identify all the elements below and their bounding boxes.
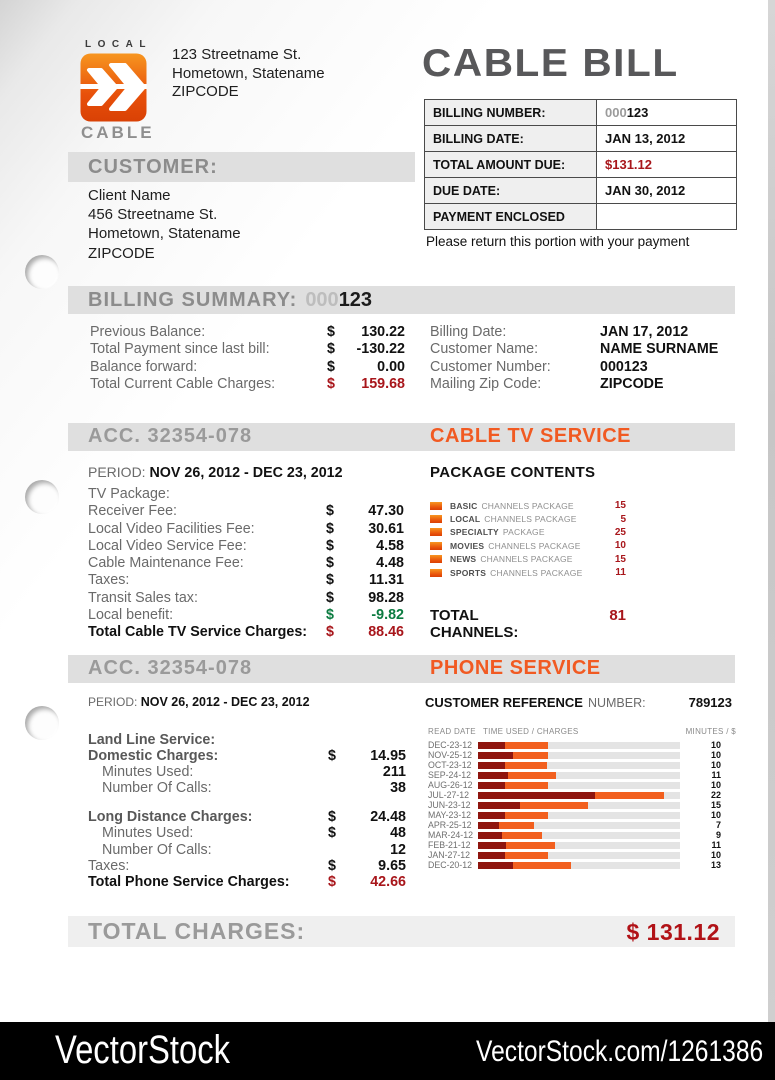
fee-amount: 30.61 bbox=[368, 520, 404, 537]
fee-label: Domestic Charges: bbox=[88, 748, 219, 765]
chart-bar-track bbox=[478, 802, 680, 809]
chart-bar-charges bbox=[505, 742, 547, 749]
logo-top-text: LOCAL bbox=[85, 39, 152, 50]
chart-bar-time-used bbox=[478, 812, 505, 819]
paper-edge bbox=[768, 0, 775, 1022]
chart-bar-charges bbox=[508, 772, 556, 779]
chart-row-date: JUL-27-12 bbox=[428, 790, 470, 800]
fee-amount: -9.82 bbox=[371, 607, 404, 624]
package-swatch-icon bbox=[430, 542, 442, 550]
package-channel-count: 11 bbox=[615, 567, 626, 579]
package-swatch-icon bbox=[430, 528, 442, 536]
chart-row bbox=[428, 860, 736, 870]
chart-bar-track bbox=[478, 742, 680, 749]
period-label: PERIOD: bbox=[88, 464, 146, 480]
fee-label: TV Package: bbox=[88, 486, 170, 502]
chart-row-minutes: 9 bbox=[715, 830, 721, 840]
summary-number: 123 bbox=[338, 288, 373, 311]
chart-row bbox=[428, 810, 736, 820]
fee-row bbox=[88, 825, 406, 841]
chart-bar-track bbox=[478, 862, 680, 869]
customer-reference-row bbox=[425, 695, 732, 710]
detail-label: Customer Name: bbox=[430, 341, 539, 358]
chart-row bbox=[428, 770, 736, 780]
watermark-brand: VectorStock bbox=[55, 1028, 231, 1072]
fee-amount: 4.58 bbox=[376, 537, 404, 554]
detail-label: Customer Number: bbox=[430, 358, 551, 375]
cable-tv-period bbox=[88, 464, 343, 481]
address-line: ZIPCODE bbox=[172, 83, 239, 100]
value-main: JAN 30, 2012 bbox=[605, 183, 686, 198]
chart-bar-track bbox=[478, 842, 680, 849]
table-row bbox=[425, 204, 736, 229]
reference-label-bold: CUSTOMER REFERENCE bbox=[425, 695, 583, 710]
package-channel-count: 25 bbox=[614, 526, 626, 538]
chart-row-minutes: 10 bbox=[710, 850, 721, 860]
chart-row-minutes: 11 bbox=[711, 770, 721, 780]
hole-punch bbox=[25, 255, 59, 289]
table-row bbox=[425, 152, 736, 178]
currency-sign: $ bbox=[328, 809, 336, 826]
detail-label: Mailing Zip Code: bbox=[430, 375, 542, 392]
table-row bbox=[425, 126, 736, 152]
chart-bar-charges bbox=[502, 832, 542, 839]
currency-sign: $ bbox=[327, 324, 335, 340]
package-description: CHANNELS PACKAGE bbox=[480, 554, 573, 565]
fee-label: Receiver Fee: bbox=[88, 503, 177, 520]
page-title: CABLE BILL bbox=[422, 42, 679, 85]
currency-sign: $ bbox=[327, 358, 335, 375]
company-logo bbox=[80, 39, 155, 143]
currency-sign: $ bbox=[328, 748, 336, 765]
chart-row bbox=[428, 740, 736, 750]
currency-sign: $ bbox=[326, 520, 334, 537]
summary-number-prefix: 000 bbox=[305, 288, 339, 311]
fee-label: Taxes: bbox=[88, 572, 130, 589]
phone-period bbox=[88, 695, 310, 709]
phone-section-header bbox=[68, 655, 735, 683]
reference-number: 789123 bbox=[688, 695, 732, 710]
package-item bbox=[430, 539, 626, 552]
customer-address bbox=[88, 186, 241, 263]
package-swatch-icon bbox=[430, 515, 442, 523]
detail-value: JAN 17, 2012 bbox=[600, 324, 689, 340]
fee-row bbox=[88, 503, 404, 520]
fee-row bbox=[88, 842, 406, 858]
chart-bar-time-used bbox=[478, 822, 499, 829]
chart-row bbox=[428, 850, 736, 860]
chart-bar-charges bbox=[513, 862, 570, 869]
phone-account: ACC. 32354-078 bbox=[88, 657, 253, 679]
table-row-label: DUE DATE: bbox=[425, 178, 597, 203]
cable-tv-account: ACC. 32354-078 bbox=[88, 425, 253, 447]
package-channel-count: 15 bbox=[614, 500, 626, 512]
table-row-label: BILLING NUMBER: bbox=[425, 100, 597, 125]
chart-bar-charges bbox=[505, 762, 546, 769]
summary-detail-row bbox=[430, 359, 730, 376]
table-row-value bbox=[597, 126, 736, 151]
chart-bar-track bbox=[478, 762, 680, 769]
summary-row bbox=[90, 376, 405, 393]
chart-row-date: SEP-24-12 bbox=[428, 770, 472, 780]
fee-label: Total Phone Service Charges: bbox=[88, 873, 290, 890]
currency-sign: $ bbox=[326, 589, 334, 606]
address-line: 123 Streetname St. bbox=[172, 46, 302, 63]
package-description: PACKAGE bbox=[502, 527, 545, 538]
fee-amount: 42.66 bbox=[370, 873, 406, 890]
fee-row bbox=[88, 732, 406, 748]
chart-row-date: MAY-23-12 bbox=[428, 810, 472, 820]
chart-bar-track bbox=[478, 822, 680, 829]
cable-tv-charges bbox=[88, 486, 404, 642]
fee-label: Local benefit: bbox=[88, 607, 174, 624]
package-description: CHANNELS PACKAGE bbox=[488, 540, 581, 551]
fee-amount: 88.46 bbox=[368, 624, 404, 641]
package-channel-count: 15 bbox=[614, 553, 626, 565]
chart-header bbox=[428, 727, 736, 736]
chart-bar-time-used bbox=[478, 792, 595, 799]
fee-amount: 12 bbox=[390, 841, 406, 858]
total-charges-label: TOTAL CHARGES: bbox=[88, 918, 306, 944]
summary-row-amount: 159.68 bbox=[361, 375, 405, 392]
chart-row bbox=[428, 830, 736, 840]
logo-bottom-text: CABLE bbox=[81, 123, 155, 142]
summary-detail-row bbox=[430, 376, 730, 393]
fee-label: Minutes Used: bbox=[102, 764, 194, 781]
package-channel-count: 5 bbox=[620, 513, 626, 525]
total-channels-row bbox=[430, 607, 626, 641]
table-row-label: TOTAL AMOUNT DUE: bbox=[425, 152, 597, 177]
summary-row-amount: 0.00 bbox=[377, 358, 405, 375]
hole-punch bbox=[25, 480, 59, 514]
fee-row bbox=[88, 780, 406, 796]
currency-sign: $ bbox=[326, 572, 334, 589]
fee-label: Total Cable TV Service Charges: bbox=[88, 624, 308, 641]
chart-row bbox=[428, 800, 736, 810]
summary-row-label: Total Payment since last bill: bbox=[90, 341, 270, 358]
package-item bbox=[430, 512, 626, 525]
chart-bar-charges bbox=[513, 752, 547, 759]
chart-row-minutes: 10 bbox=[710, 740, 721, 750]
currency-sign: $ bbox=[326, 555, 334, 572]
package-contents-heading: PACKAGE CONTENTS bbox=[430, 464, 596, 481]
package-description: CHANNELS PACKAGE bbox=[484, 514, 577, 525]
fee-label: Land Line Service: bbox=[88, 732, 216, 748]
package-item bbox=[430, 499, 626, 512]
chart-row-date: NOV-25-12 bbox=[428, 750, 473, 760]
table-row-value bbox=[597, 178, 736, 203]
chart-row-minutes: 15 bbox=[710, 800, 721, 810]
currency-sign: $ bbox=[326, 607, 334, 624]
chart-bar-charges bbox=[505, 782, 548, 789]
summary-row bbox=[90, 324, 405, 341]
chart-row bbox=[428, 790, 736, 800]
chart-bar-track bbox=[478, 832, 680, 839]
value-main: $131.12 bbox=[605, 157, 652, 172]
chart-bar-track bbox=[478, 772, 680, 779]
fee-label: Transit Sales tax: bbox=[88, 589, 198, 606]
package-description: CHANNELS PACKAGE bbox=[490, 567, 583, 578]
chart-row-date: AUG-26-12 bbox=[428, 780, 473, 790]
value-prefix: 000 bbox=[605, 105, 627, 120]
chart-row-minutes: 22 bbox=[710, 790, 721, 800]
customer-address-line: ZIPCODE bbox=[88, 244, 155, 262]
fee-row bbox=[88, 521, 404, 538]
table-row bbox=[425, 100, 736, 126]
fee-row bbox=[88, 748, 406, 764]
detail-value: NAME SURNAME bbox=[600, 341, 719, 358]
chart-bar-track bbox=[478, 752, 680, 759]
fee-row bbox=[88, 858, 406, 874]
chart-bar-time-used bbox=[478, 782, 505, 789]
chart-bar-charges bbox=[505, 812, 548, 819]
fee-row bbox=[88, 624, 404, 641]
chart-row-date: JUN-23-12 bbox=[428, 800, 471, 810]
billing-summary-header bbox=[68, 286, 735, 314]
currency-sign: $ bbox=[326, 537, 334, 554]
chart-row-minutes: 13 bbox=[710, 860, 721, 870]
chart-header-time-used: TIME USED / CHARGES bbox=[483, 727, 579, 736]
chart-bar-charges bbox=[520, 802, 588, 809]
chart-bar-time-used bbox=[478, 852, 505, 859]
chart-bar-time-used bbox=[478, 802, 520, 809]
customer-section-header bbox=[68, 152, 415, 182]
total-charges-value: $ 131.12 bbox=[626, 919, 720, 945]
table-row-label: PAYMENT ENCLOSED bbox=[425, 204, 597, 229]
company-address bbox=[172, 46, 325, 102]
package-name: MOVIES bbox=[450, 540, 485, 551]
table-row-label: BILLING DATE: bbox=[425, 126, 597, 151]
chart-row-minutes: 10 bbox=[710, 760, 721, 770]
fee-row bbox=[88, 874, 406, 890]
fee-label: Long Distance Charges: bbox=[88, 809, 253, 826]
chart-row-minutes: 10 bbox=[710, 780, 721, 790]
fee-amount: 14.95 bbox=[370, 748, 406, 765]
chart-row-date: JAN-27-12 bbox=[428, 850, 471, 860]
fee-row bbox=[88, 555, 404, 572]
summary-row bbox=[90, 341, 405, 358]
customer-address-line: 456 Streetname St. bbox=[88, 206, 218, 224]
chart-row-date: APR-25-12 bbox=[428, 820, 472, 830]
table-row-value bbox=[597, 204, 736, 229]
fee-row bbox=[88, 486, 404, 503]
value-main: JAN 13, 2012 bbox=[605, 131, 686, 146]
chart-row bbox=[428, 750, 736, 760]
period-label: PERIOD: bbox=[88, 695, 138, 709]
chart-bar-track bbox=[478, 792, 680, 799]
watermark-bar bbox=[0, 1022, 775, 1080]
period-value: NOV 26, 2012 - DEC 23, 2012 bbox=[149, 465, 343, 481]
summary-amounts bbox=[90, 324, 405, 393]
fee-label: Local Video Service Fee: bbox=[88, 537, 247, 554]
currency-sign: $ bbox=[327, 341, 335, 358]
summary-detail-row bbox=[430, 324, 730, 341]
package-name: BASIC bbox=[450, 500, 478, 511]
chart-row-minutes: 7 bbox=[715, 820, 721, 830]
summary-detail-row bbox=[430, 341, 730, 358]
chart-row-minutes: 11 bbox=[711, 840, 721, 850]
cable-tv-service-title: CABLE TV SERVICE bbox=[430, 425, 631, 447]
package-name: NEWS bbox=[450, 554, 477, 565]
reference-label: NUMBER: bbox=[587, 696, 646, 710]
chart-row bbox=[428, 820, 736, 830]
chart-row-date: OCT-23-12 bbox=[428, 760, 472, 770]
currency-sign: $ bbox=[327, 375, 335, 392]
package-item bbox=[430, 553, 626, 566]
summary-row-amount: -130.22 bbox=[356, 341, 405, 358]
package-item bbox=[430, 566, 626, 579]
fee-amount: 4.48 bbox=[376, 555, 404, 572]
package-contents-list bbox=[430, 499, 626, 579]
chart-bar-time-used bbox=[478, 752, 513, 759]
chart-row-date: DEC-20-12 bbox=[428, 860, 473, 870]
summary-row-label: Previous Balance: bbox=[90, 324, 206, 340]
fee-row bbox=[88, 764, 406, 780]
fee-row bbox=[88, 809, 406, 825]
chart-bar-time-used bbox=[478, 862, 513, 869]
detail-value: 000123 bbox=[600, 358, 648, 375]
watermark-url: VectorStock.com/1261386 bbox=[475, 1035, 763, 1068]
hole-punch bbox=[25, 706, 59, 740]
summary-row-label: Total Current Cable Charges: bbox=[90, 375, 276, 392]
billing-info-table bbox=[424, 99, 737, 230]
currency-sign: $ bbox=[328, 825, 336, 842]
table-row bbox=[425, 178, 736, 204]
package-name: SPECIALTY bbox=[450, 527, 499, 538]
summary-row-label: Balance forward: bbox=[90, 358, 198, 375]
total-channels-value: 81 bbox=[609, 607, 626, 624]
chart-row bbox=[428, 840, 736, 850]
fee-label: Number Of Calls: bbox=[102, 780, 212, 797]
fee-amount: 211 bbox=[382, 764, 406, 781]
chart-row bbox=[428, 780, 736, 790]
detail-label: Billing Date: bbox=[430, 324, 507, 340]
fee-amount: 48 bbox=[390, 825, 406, 842]
fee-row bbox=[88, 590, 404, 607]
table-row-value bbox=[597, 152, 736, 177]
fee-label: Number Of Calls: bbox=[102, 841, 212, 858]
fee-label: Minutes Used: bbox=[102, 825, 194, 842]
customer-address-line: Hometown, Statename bbox=[88, 225, 241, 243]
summary-details bbox=[430, 324, 730, 393]
fee-label: Cable Maintenance Fee: bbox=[88, 555, 244, 572]
address-line: Hometown, Statename bbox=[172, 64, 325, 82]
fee-row bbox=[88, 538, 404, 555]
package-name: SPORTS bbox=[450, 567, 487, 578]
chart-bar-time-used bbox=[478, 762, 505, 769]
package-channel-count: 10 bbox=[614, 540, 626, 552]
package-swatch-icon bbox=[430, 555, 442, 563]
chart-row-minutes: 10 bbox=[710, 750, 721, 760]
fee-amount: 11.31 bbox=[369, 572, 404, 589]
chart-bar-track bbox=[478, 852, 680, 859]
currency-sign: $ bbox=[328, 873, 336, 890]
fee-label: Taxes: bbox=[88, 857, 130, 874]
chart-header-read-date: READ DATE bbox=[428, 727, 476, 736]
chart-row-date: FEB-21-12 bbox=[428, 840, 471, 850]
package-item bbox=[430, 526, 626, 539]
fee-amount: 9.65 bbox=[378, 857, 406, 874]
chart-bar-time-used bbox=[478, 832, 502, 839]
cable-tv-section-header bbox=[68, 423, 735, 451]
package-description: CHANNELS PACKAGE bbox=[481, 500, 574, 511]
total-channels-label: TOTAL CHANNELS: bbox=[430, 607, 519, 641]
period-value: NOV 26, 2012 - DEC 23, 2012 bbox=[140, 695, 310, 709]
phone-usage-chart bbox=[428, 727, 736, 870]
logo-chevrons-icon bbox=[80, 53, 147, 122]
billing-summary-heading: BILLING SUMMARY: bbox=[88, 288, 298, 311]
chart-bar-charges bbox=[499, 822, 534, 829]
package-name: LOCAL bbox=[450, 514, 481, 525]
chart-bar-time-used bbox=[478, 742, 505, 749]
chart-row bbox=[428, 760, 736, 770]
table-row-value bbox=[597, 100, 736, 125]
chart-rows bbox=[428, 740, 736, 870]
currency-sign: $ bbox=[326, 503, 334, 520]
return-note: Please return this portion with your payment bbox=[426, 234, 690, 249]
chart-header-minutes: MINUTES / $ bbox=[685, 727, 736, 736]
chart-row-date: MAR-24-12 bbox=[428, 830, 473, 840]
customer-heading: CUSTOMER: bbox=[88, 155, 218, 178]
chart-bar-time-used bbox=[478, 842, 506, 849]
chart-row-minutes: 10 bbox=[710, 810, 721, 820]
fee-label: Local Video Facilities Fee: bbox=[88, 520, 255, 537]
fee-row bbox=[88, 572, 404, 589]
fee-amount: 98.28 bbox=[368, 589, 404, 606]
chart-bar-charges bbox=[595, 792, 664, 799]
phone-charges bbox=[88, 732, 406, 890]
fee-amount: 24.48 bbox=[370, 809, 406, 826]
customer-address-line: Client Name bbox=[88, 187, 171, 204]
chart-bar-track bbox=[478, 782, 680, 789]
currency-sign: $ bbox=[328, 857, 336, 874]
detail-value: ZIPCODE bbox=[600, 375, 664, 392]
summary-row bbox=[90, 359, 405, 376]
chart-bar-charges bbox=[506, 842, 554, 849]
currency-sign: $ bbox=[326, 624, 334, 641]
summary-row-amount: 130.22 bbox=[361, 324, 405, 340]
fee-row bbox=[88, 607, 404, 624]
total-charges-bar bbox=[68, 916, 735, 947]
chart-bar-time-used bbox=[478, 772, 508, 779]
value-main: 123 bbox=[626, 105, 649, 120]
chart-row-date: DEC-23-12 bbox=[428, 740, 473, 750]
fee-amount: 47.30 bbox=[368, 503, 404, 520]
package-swatch-icon bbox=[430, 502, 442, 510]
fee-amount: 38 bbox=[390, 780, 406, 797]
chart-bar-charges bbox=[505, 852, 548, 859]
phone-service-title: PHONE SERVICE bbox=[430, 657, 601, 679]
chart-bar-track bbox=[478, 812, 680, 819]
package-swatch-icon bbox=[430, 569, 442, 577]
